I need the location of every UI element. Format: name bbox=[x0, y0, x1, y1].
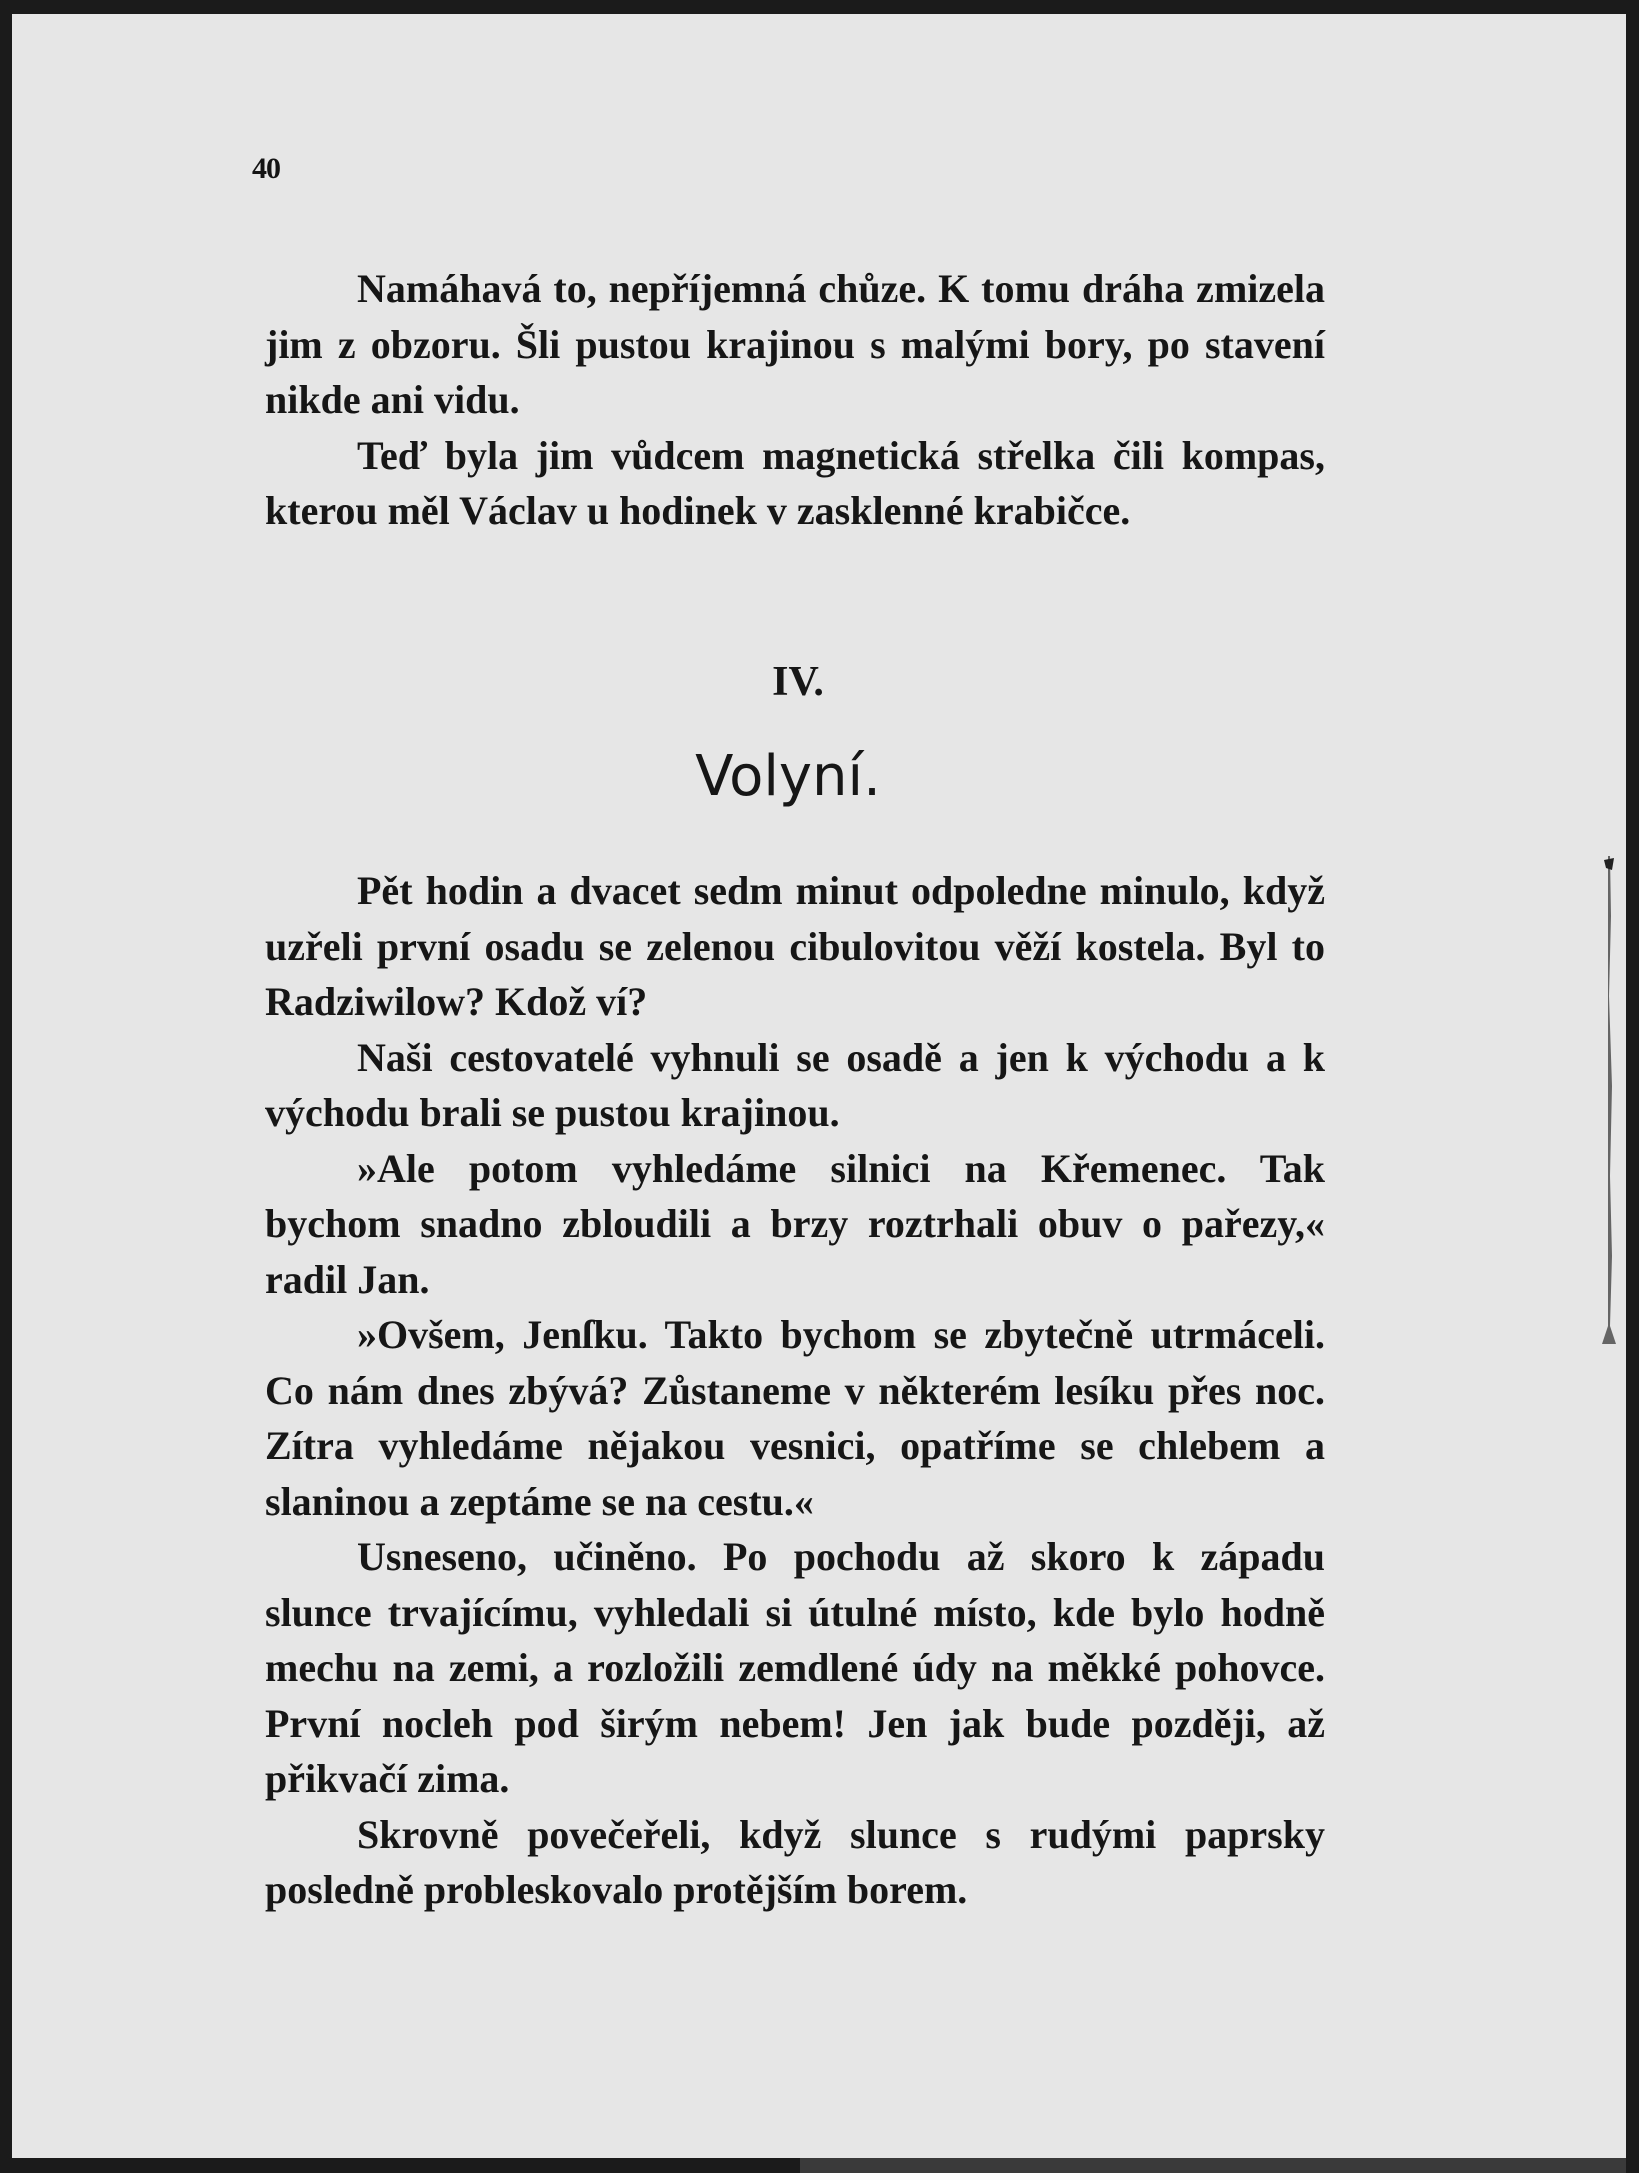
text-after-chapter bbox=[265, 863, 1325, 1918]
paragraph: »Ale potom vyhledáme silnici na Křemenec. Tak bychom snadno zbloudili a brzy roztrhali obuv o pařezy,« radil Jan. bbox=[265, 1145, 1325, 1302]
show-through-ink-mark bbox=[1600, 856, 1618, 1344]
paragraph: Naši cestovatelé vyhnuli se osadě a jen k východu a k východu brali se pustou krajinou. bbox=[265, 1034, 1325, 1135]
paragraph: Pět hodin a dvacet sedm minut odpoledne minulo, když uzřeli první osadu se zelenou cibulovitou věží kostela. Byl to Radziwilow? Kdož ví? bbox=[265, 868, 1325, 1024]
chapter-number: IV. bbox=[772, 659, 824, 705]
paragraph: Teď byla jim vůdcem magnetická střelka čili kompas, kterou měl Václav u hodinek v zasklenné krabičce. bbox=[265, 432, 1325, 533]
paragraph: Usneseno, učiněno. Po pochodu až skoro k západu slunce trvajícímu, vyhledali si útulné místo, kde bylo hodně mechu na zemi, a rozložili zemdlené údy na měkké pohovce. První nocleh pod širým nebem! Jen jak bude později, až přikvačí zima. bbox=[265, 1534, 1325, 1801]
chapter-title: Volyní. bbox=[695, 744, 881, 809]
paragraph: »Ovšem, Jenſku. Takto bychom se zbytečně utrmáceli. Co nám dnes zbývá? Zůstaneme v některém lesíku přes noc. Zítra vyhledáme nějakou vesnici, opatříme se chlebem a slaninou a zeptáme se na cestu.« bbox=[265, 1312, 1325, 1524]
scan-edge bbox=[800, 2158, 1626, 2173]
paragraph: Skrovně povečeřeli, když slunce s rudými paprsky posledně probleskovalo protějším borem. bbox=[265, 1811, 1325, 1912]
page-number: 40 bbox=[252, 152, 280, 185]
text-before-chapter bbox=[265, 261, 1325, 539]
book-page bbox=[12, 14, 1626, 2158]
paragraph: Namáhavá to, nepříjemná chůze. K tomu dráha zmizela jim z obzoru. Šli pustou krajinou s malými bory, po stavení nikde ani vidu. bbox=[265, 266, 1325, 422]
